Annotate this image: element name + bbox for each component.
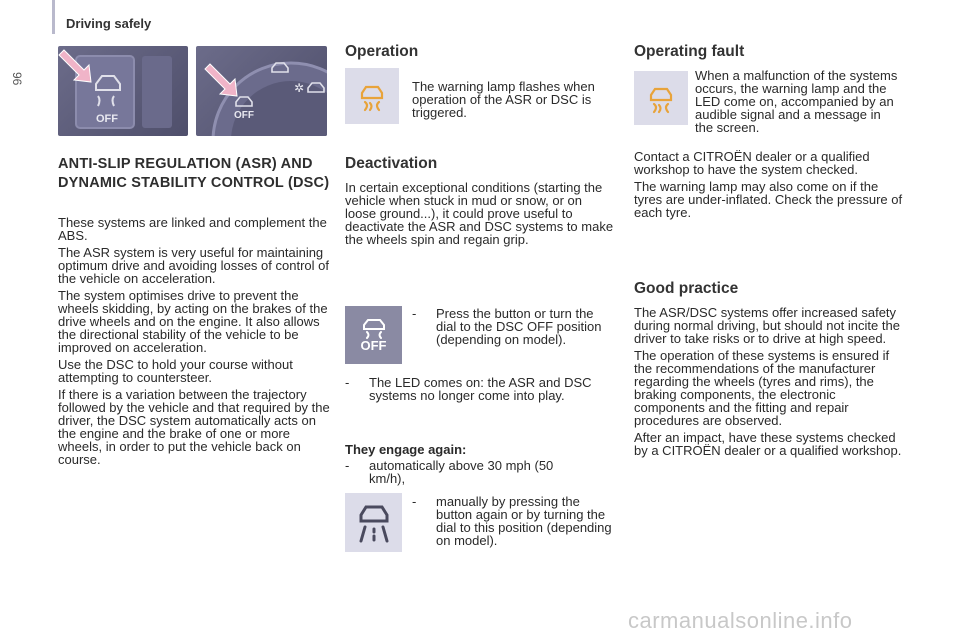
good-practice-heading: Good practice xyxy=(634,280,739,297)
paragraph: These systems are linked and complement the ABS. xyxy=(58,215,327,243)
good-practice-text xyxy=(634,306,906,461)
bullet-dash: - xyxy=(412,306,417,321)
paragraph: The operation of these systems is ensured if the recommendations of the manufacturer regarding the wheels (tyres and rims), the braking components, the electronic components and the fitting and repair procedures are observed. xyxy=(634,348,890,428)
skid-control-icon xyxy=(354,501,394,545)
step-led-on xyxy=(345,376,617,402)
paragraph: The system optimises drive to prevent the wheels skidding, by acting on the brakes of the drive wheels and on the engine. It also allows the directional stability of the vehicle to be improved on acceleration. xyxy=(58,288,328,355)
skid-warning-icon xyxy=(644,81,678,115)
off-label: OFF xyxy=(234,110,254,121)
engage-heading: They engage again: xyxy=(345,442,467,457)
operation-text: The warning lamp flashes when operation of the ASR or DSC is triggered. xyxy=(412,79,595,120)
skid-warning-icon xyxy=(355,79,389,113)
engage-manual xyxy=(412,495,616,547)
paragraph: The warning lamp may also come on if the tyres are under-inflated. Check the pressure of each tyre. xyxy=(634,179,903,220)
operation-text-block xyxy=(412,80,618,123)
off-label: OFF xyxy=(360,338,387,353)
step-text: Press the button or turn the dial to the DSC OFF position (depending on model). xyxy=(436,306,602,347)
deactivation-text-block xyxy=(345,181,615,250)
skid-off-icon xyxy=(359,317,389,339)
operating-fault-heading: Operating fault xyxy=(634,43,745,60)
dsc-button-photo xyxy=(58,46,188,136)
intro-text xyxy=(58,216,330,470)
paragraph: After an impact, have these systems checked by a CITROËN dealer or a qualified workshop. xyxy=(634,430,902,458)
engage-text: manually by pressing the button again or by turning the dial to this position (depending on model). xyxy=(436,494,612,548)
bullet-dash: - xyxy=(345,375,350,390)
fault-text-block xyxy=(695,69,900,138)
deactivation-text: In certain exceptional conditions (starting the vehicle when stuck in mud or snow, or on loose ground...), it could prove useful to deactivate the ASR and DSC systems to make the wheels spin and regain grip. xyxy=(345,180,614,247)
section-marker-bar xyxy=(52,0,55,34)
fault-text: When a malfunction of the systems occurs, the warning lamp and the LED come on, accompanied by an audible signal and a message in the screen. xyxy=(695,68,898,135)
step-press-button xyxy=(412,307,616,346)
operation-heading: Operation xyxy=(345,43,419,60)
engage-auto xyxy=(345,459,617,485)
svg-text:✲: ✲ xyxy=(294,81,305,95)
paragraph: If there is a variation between the trajectory followed by the vehicle and that required by the driver, the DSC system automatically acts on the engine and the brake of one or more wheels, in order to put the vehicle back on course. xyxy=(58,387,330,467)
off-label: OFF xyxy=(96,113,118,125)
paragraph: Use the DSC to hold your course without attempting to countersteer. xyxy=(58,357,293,385)
skid-road-icon xyxy=(345,493,402,552)
skid-warning-lamp-icon xyxy=(345,68,399,124)
asr-dsc-title-block xyxy=(58,155,330,193)
paragraph: Contact a CITROËN dealer or a qualified workshop to have the system checked. xyxy=(634,149,870,177)
skid-warning-lamp-icon xyxy=(634,71,688,125)
fault-more-text xyxy=(634,150,906,223)
page-number: 96 xyxy=(10,72,24,86)
bullet-dash: - xyxy=(412,494,417,509)
dsc-dial-photo xyxy=(196,46,327,136)
bullet-dash: - xyxy=(345,458,350,473)
dsc-off-button-icon xyxy=(345,306,402,364)
main-title: ANTI-SLIP REGULATION (ASR) AND DYNAMIC STABILITY CONTROL (DSC) xyxy=(58,156,330,191)
step-text: The LED comes on: the ASR and DSC systems no longer come into play. xyxy=(369,375,592,403)
paragraph: The ASR/DSC systems offer increased safety during normal driving, but should not incite the driver to take risks or to drive at high speed. xyxy=(634,305,900,346)
watermark-link[interactable]: carmanualsonline.info xyxy=(628,608,853,633)
deactivation-heading: Deactivation xyxy=(345,155,438,172)
engage-text: automatically above 30 mph (50 km/h), xyxy=(369,458,554,486)
paragraph: The ASR system is very useful for maintaining optimum drive and avoiding losses of control of the vehicle on acceleration. xyxy=(58,245,329,286)
section-title: Driving safely xyxy=(66,16,152,31)
